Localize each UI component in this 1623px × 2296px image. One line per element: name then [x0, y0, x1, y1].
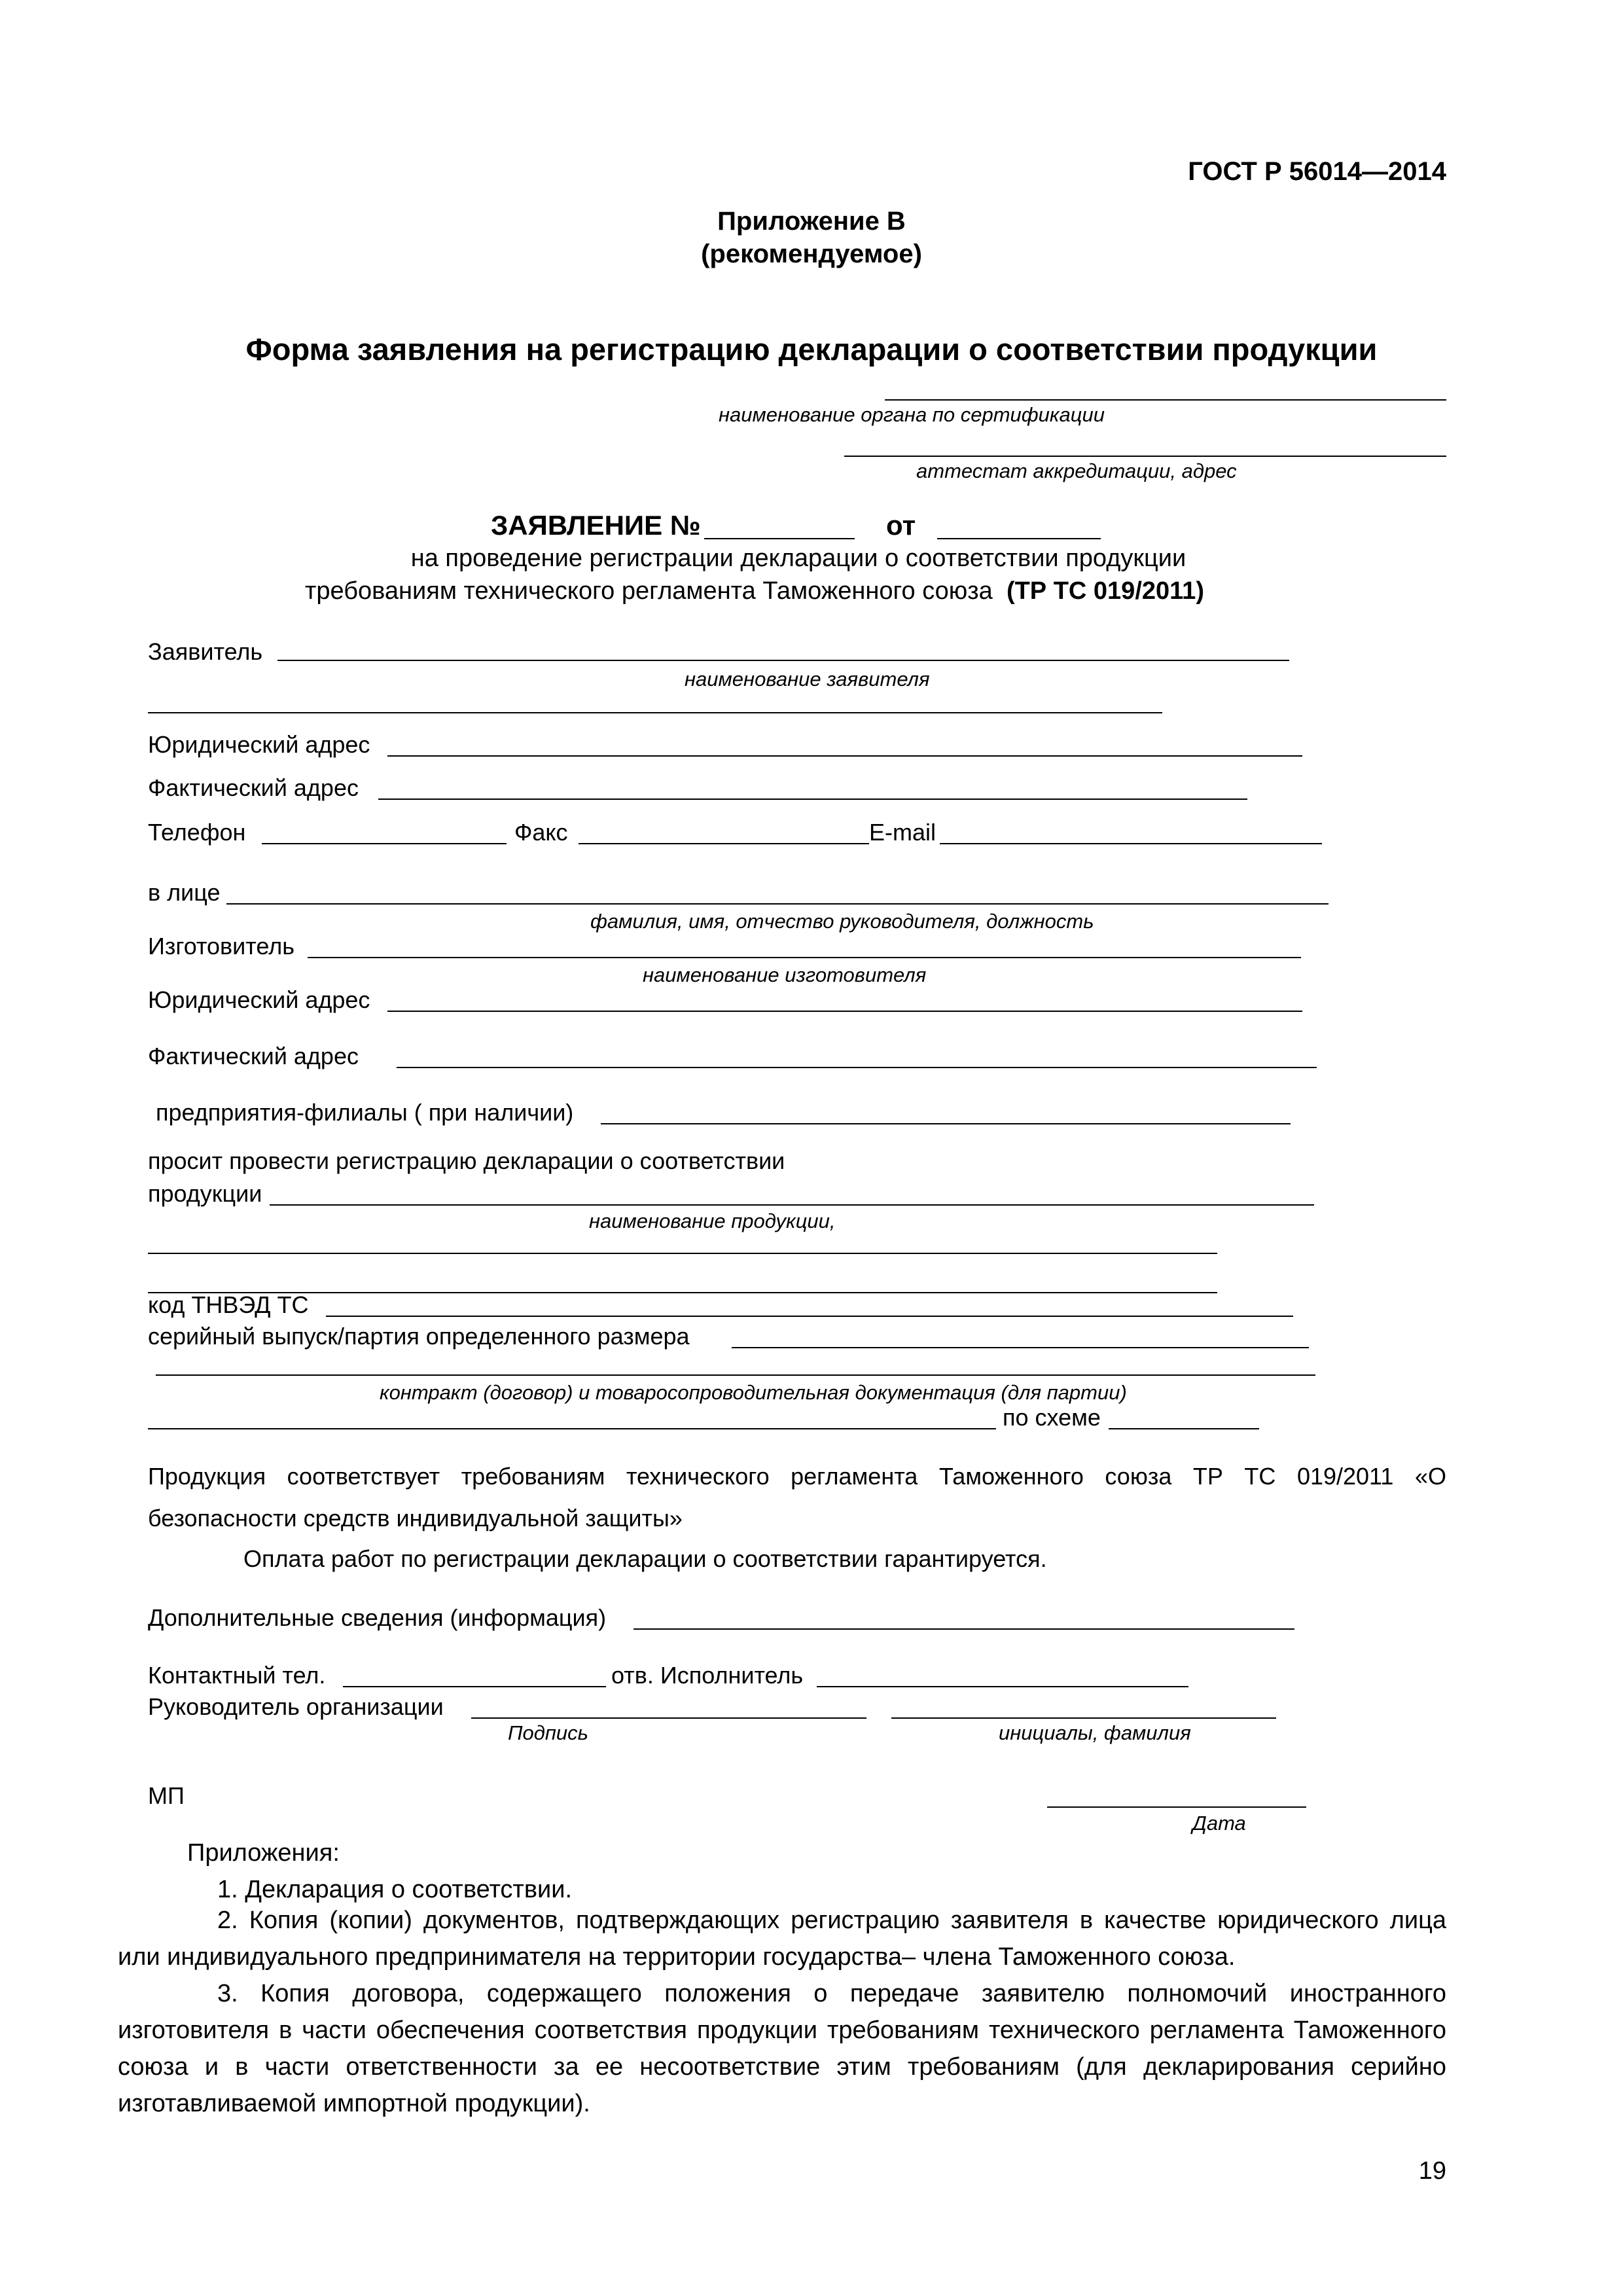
signature-caption: Подпись [508, 1721, 588, 1744]
manufacturer-label: Изготовитель [148, 933, 294, 960]
contract-caption: контракт (договор) и товаросопроводительная документация (для партии) [380, 1381, 1127, 1404]
manufacturer-actual-address-label: Фактический адрес [148, 1043, 359, 1069]
scheme-label: по схеме [1003, 1404, 1101, 1431]
applicant-actual-address-label: Фактический адрес [148, 774, 359, 801]
applicant-caption: наименование заявителя [685, 668, 930, 691]
applicant-label: Заявитель [148, 638, 263, 665]
attachments-title: Приложения: [187, 1839, 340, 1867]
applicant-name-line-2[interactable] [148, 712, 1162, 713]
additional-info-line[interactable] [633, 1628, 1294, 1630]
additional-info-label: Дополнительные сведения (информация) [148, 1604, 607, 1631]
product-line-2[interactable] [148, 1253, 1217, 1254]
applicant-legal-address-label: Юридический адрес [148, 731, 370, 758]
email-label: E-mail [869, 819, 936, 846]
application-subtitle-1: на проведение регистрации декларации о соответствии продукции [410, 545, 1186, 572]
regulation-code: (ТР ТС 019/2011) [1006, 577, 1204, 605]
certification-body-line[interactable] [885, 399, 1446, 401]
executor-line[interactable] [817, 1686, 1188, 1687]
conformity-statement-2: безопасности средств индивидуальной защиты» [148, 1505, 683, 1532]
represented-by-label: в лице [148, 879, 221, 906]
application-title: ЗАЯВЛЕНИЕ № [491, 510, 701, 541]
product-line[interactable] [270, 1204, 1314, 1206]
initials-line[interactable] [891, 1717, 1276, 1719]
attachment-3: 3. Копия договора, содержащего положения о передаче заявителю полномочий иностранного изготовителя в части обеспечения соответствия продукции требованиям технического регламента Таможенного союза и в части ответственности за ее несоответствие этим требованиям (для декларирования серийно изготавливаемой импортной продукции). [118, 1980, 1446, 2117]
phone-line[interactable] [262, 843, 507, 844]
application-date-line[interactable] [937, 538, 1101, 539]
page-number: 19 [1418, 2157, 1446, 2185]
represented-by-line[interactable] [226, 903, 1329, 905]
branches-label: предприятия-филиалы ( при наличии) [156, 1099, 574, 1126]
serial-label: серийный выпуск/партия определенного размера [148, 1323, 690, 1350]
product-request: просит провести регистрацию декларации о соответствии [148, 1147, 785, 1174]
date-line[interactable] [1047, 1806, 1306, 1808]
scheme-line[interactable] [1109, 1428, 1259, 1429]
contract-line[interactable] [156, 1374, 1315, 1376]
product-caption: наименование продукции, [589, 1210, 836, 1232]
applicant-actual-address-line[interactable] [378, 798, 1247, 800]
manufacturer-legal-address-label: Юридический адрес [148, 986, 370, 1013]
applicant-legal-address-line[interactable] [387, 755, 1302, 757]
application-from: от [886, 510, 916, 541]
contact-phone-label: Контактный тел. [148, 1662, 326, 1689]
manufacturer-line[interactable] [308, 957, 1301, 958]
tnved-code-line[interactable] [326, 1316, 1293, 1317]
accreditation-caption: аттестат аккредитации, адрес [916, 459, 1237, 482]
email-line[interactable] [940, 843, 1322, 844]
fax-label: Факс [514, 819, 568, 846]
manufacturer-legal-address-line[interactable] [387, 1011, 1302, 1012]
appendix-label: Приложение В [717, 207, 906, 236]
tnved-code-label: код ТНВЭД ТС [148, 1291, 309, 1318]
appendix-type: (рекомендуемое) [701, 240, 922, 268]
manufacturer-actual-address-line[interactable] [397, 1067, 1317, 1068]
product-label: продукции [148, 1180, 262, 1207]
application-number-line[interactable] [704, 538, 855, 539]
manufacturer-caption: наименование изготовителя [643, 963, 927, 986]
attachment-2: 2. Копия (копии) документов, подтверждающих регистрацию заявителя в качестве юридического лица или индивидуального предпринимателя на территории государства– члена Таможенного союза. [118, 1907, 1446, 1971]
head-label: Руководитель организации [148, 1693, 444, 1720]
signature-line[interactable] [471, 1717, 866, 1719]
certification-body-caption: наименование органа по сертификации [719, 403, 1105, 426]
serial-line[interactable] [732, 1347, 1309, 1348]
standard-number: ГОСТ Р 56014—2014 [1188, 157, 1446, 186]
attachment-1: 1. Декларация о соответствии. [217, 1876, 573, 1903]
initials-caption: инициалы, фамилия [999, 1721, 1191, 1744]
form-title: Форма заявления на регистрацию декларации о соответствии продукции [245, 332, 1378, 367]
contract-line-2[interactable] [148, 1428, 996, 1429]
accreditation-line[interactable] [844, 456, 1446, 457]
application-subtitle-2 [305, 579, 1204, 603]
applicant-name-line[interactable] [277, 660, 1289, 661]
payment-guarantee: Оплата работ по регистрации декларации о соответствии гарантируется. [243, 1545, 1047, 1572]
conformity-statement-1: Продукция соответствует требованиям технического регламента Таможенного союза ТР ТС 019/2011 «О [148, 1463, 1446, 1490]
executor-label: отв. Исполнитель [611, 1662, 804, 1689]
contact-phone-line[interactable] [343, 1686, 606, 1687]
date-caption: Дата [1192, 1812, 1246, 1835]
seal-label: МП [148, 1782, 185, 1809]
fax-line[interactable] [579, 843, 869, 844]
head-caption: фамилия, имя, отчество руководителя, должность [590, 910, 1094, 933]
phone-label: Телефон [148, 819, 246, 846]
application-subtitle-text: требованиям технического регламента Таможенного союза [305, 577, 993, 605]
branches-line[interactable] [601, 1123, 1291, 1124]
